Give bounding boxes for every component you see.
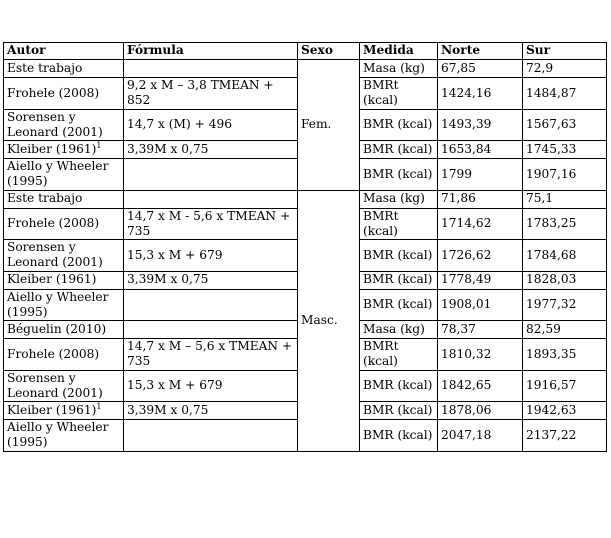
autor-text: Béguelin (2010) (7, 321, 107, 336)
cell-norte: 1493,39 (438, 109, 523, 141)
cell-sur: 1977,32 (523, 289, 607, 321)
cell-formula: 3,39M x 0,75 (124, 141, 298, 159)
cell-formula (124, 60, 298, 78)
cell-autor (4, 141, 124, 159)
autor-text: Sorensen y Leonard (2001) (7, 109, 103, 139)
cell-norte: 1908,01 (438, 289, 523, 321)
header-row (4, 43, 607, 60)
cell-autor (4, 420, 124, 452)
table-row (4, 190, 607, 208)
cell-norte: 1810,32 (438, 339, 523, 371)
autor-text: Kleiber (1961) (7, 402, 97, 417)
cell-sur: 1942,63 (523, 402, 607, 420)
footnote-marker: 1 (96, 401, 102, 411)
cell-sur: 1784,68 (523, 240, 607, 272)
cell-medida: Masa (kg) (360, 190, 438, 208)
autor-text: Aiello y Wheeler (1995) (7, 159, 109, 189)
cell-formula (124, 420, 298, 452)
cell-norte: 1653,84 (438, 141, 523, 159)
cell-norte: 1842,65 (438, 370, 523, 402)
cell-autor (4, 321, 124, 339)
header-medida: Medida (360, 43, 438, 60)
cell-medida: BMR (kcal) (360, 271, 438, 289)
cell-formula: 9,2 x M – 3,8 TMEAN + 852 (124, 78, 298, 110)
header-sexo: Sexo (298, 43, 360, 60)
cell-medida: BMR (kcal) (360, 370, 438, 402)
cell-formula: 15,3 x M + 679 (124, 370, 298, 402)
autor-text: Kleiber (1961) (7, 141, 97, 156)
header-norte: Norte (438, 43, 523, 60)
cell-formula: 14,7 x M - 5,6 x TMEAN + 735 (124, 208, 298, 240)
cell-autor (4, 109, 124, 141)
cell-sur: 1916,57 (523, 370, 607, 402)
autor-text: Frohele (2008) (7, 346, 100, 361)
cell-medida: BMR (kcal) (360, 289, 438, 321)
cell-medida: BMRt (kcal) (360, 339, 438, 371)
cell-autor (4, 271, 124, 289)
cell-norte: 1778,49 (438, 271, 523, 289)
cell-sexo: Fem. (298, 60, 360, 191)
cell-autor (4, 370, 124, 402)
cell-sur: 1783,25 (523, 208, 607, 240)
cell-formula: 3,39M x 0,75 (124, 271, 298, 289)
cell-medida: BMR (kcal) (360, 402, 438, 420)
cell-autor (4, 289, 124, 321)
autor-text: Este trabajo (7, 60, 83, 75)
cell-formula: 14,7 x (M) + 496 (124, 109, 298, 141)
cell-norte: 71,86 (438, 190, 523, 208)
cell-autor (4, 402, 124, 420)
autor-text: Kleiber (1961) (7, 272, 97, 287)
cell-formula (124, 190, 298, 208)
cell-norte: 1878,06 (438, 402, 523, 420)
cell-medida: BMR (kcal) (360, 420, 438, 452)
autor-text: Sorensen y Leonard (2001) (7, 370, 103, 400)
cell-sur: 1567,63 (523, 109, 607, 141)
bmr-table (3, 42, 607, 452)
cell-medida: BMR (kcal) (360, 240, 438, 272)
autor-text: Aiello y Wheeler (1995) (7, 420, 109, 450)
cell-formula: 15,3 x M + 679 (124, 240, 298, 272)
cell-autor (4, 240, 124, 272)
cell-medida: Masa (kg) (360, 60, 438, 78)
header-formula: Fórmula (124, 43, 298, 60)
cell-formula (124, 289, 298, 321)
cell-sexo: Masc. (298, 190, 360, 451)
cell-sur: 1893,35 (523, 339, 607, 371)
cell-norte: 1424,16 (438, 78, 523, 110)
cell-formula: 14,7 x M – 5,6 x TMEAN + 735 (124, 339, 298, 371)
cell-formula: 3,39M x 0,75 (124, 402, 298, 420)
cell-sur: 1745,33 (523, 141, 607, 159)
cell-sur: 1907,16 (523, 159, 607, 191)
cell-medida: Masa (kg) (360, 321, 438, 339)
cell-medida: BMR (kcal) (360, 141, 438, 159)
cell-autor (4, 78, 124, 110)
cell-formula (124, 321, 298, 339)
cell-medida: BMR (kcal) (360, 159, 438, 191)
header-autor: Autor (4, 43, 124, 60)
cell-norte: 1799 (438, 159, 523, 191)
cell-sur: 2137,22 (523, 420, 607, 452)
cell-sur: 75,1 (523, 190, 607, 208)
cell-formula (124, 159, 298, 191)
autor-text: Aiello y Wheeler (1995) (7, 289, 109, 319)
cell-medida: BMR (kcal) (360, 109, 438, 141)
cell-sur: 1484,87 (523, 78, 607, 110)
cell-norte: 1714,62 (438, 208, 523, 240)
autor-text: Frohele (2008) (7, 216, 100, 231)
table-body (4, 60, 607, 452)
cell-medida: BMRt (kcal) (360, 78, 438, 110)
cell-sur: 82,59 (523, 321, 607, 339)
cell-sur: 1828,03 (523, 271, 607, 289)
table-container (3, 42, 607, 452)
cell-autor (4, 339, 124, 371)
cell-sur: 72,9 (523, 60, 607, 78)
footnote-marker: 1 (96, 140, 102, 150)
autor-text: Este trabajo (7, 191, 83, 206)
cell-norte: 1726,62 (438, 240, 523, 272)
header-sur: Sur (523, 43, 607, 60)
cell-autor (4, 208, 124, 240)
cell-norte: 2047,18 (438, 420, 523, 452)
autor-text: Sorensen y Leonard (2001) (7, 240, 103, 270)
cell-norte: 67,85 (438, 60, 523, 78)
cell-medida: BMRt (kcal) (360, 208, 438, 240)
cell-norte: 78,37 (438, 321, 523, 339)
table-row (4, 60, 607, 78)
cell-autor (4, 159, 124, 191)
cell-autor (4, 60, 124, 78)
autor-text: Frohele (2008) (7, 85, 100, 100)
cell-autor (4, 190, 124, 208)
